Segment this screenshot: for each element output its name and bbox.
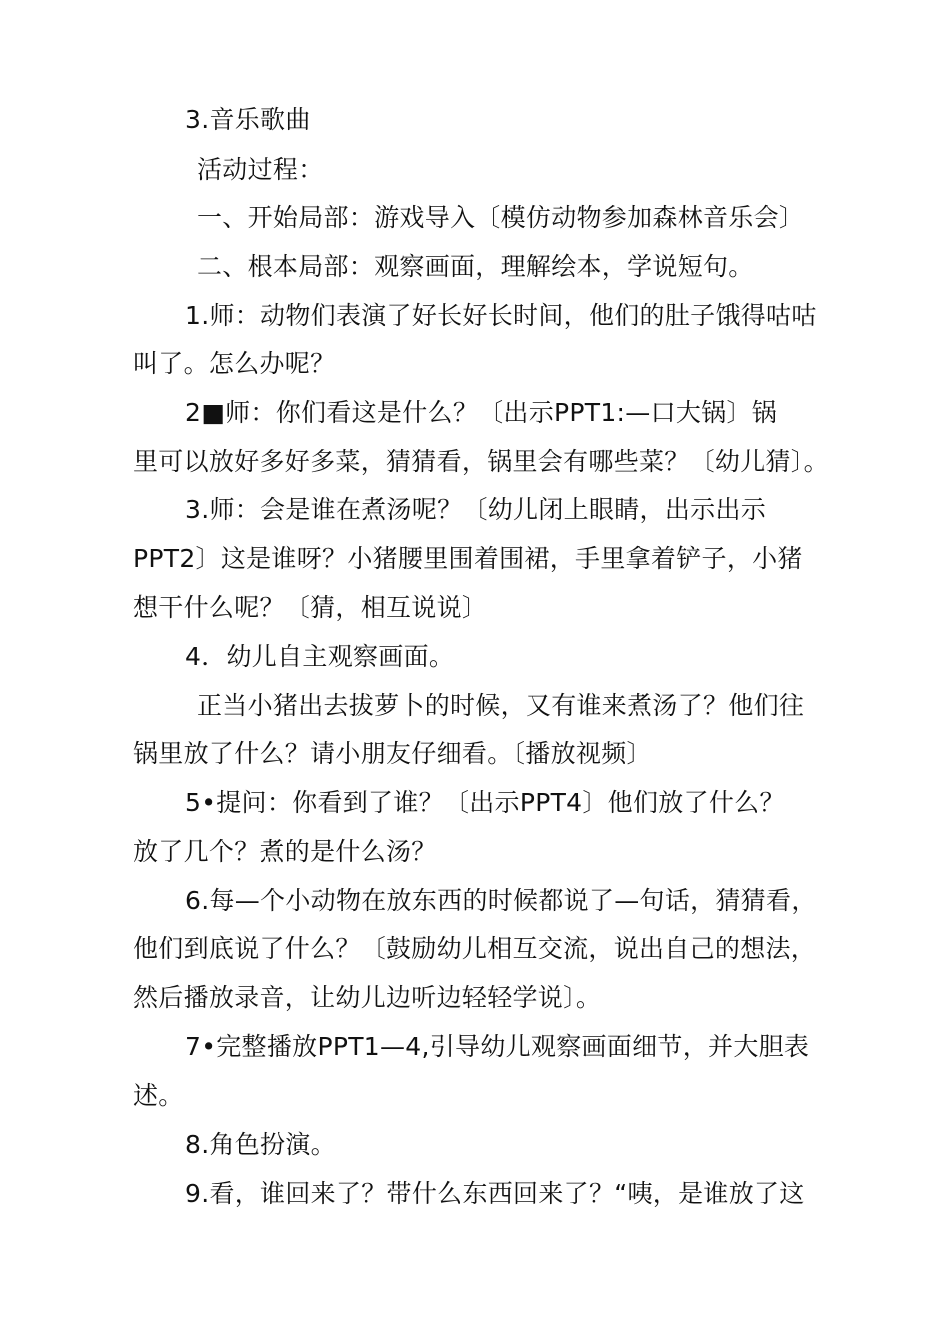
text-line: 1.师：动物们表演了好长好长时间，他们的肚子饿得咕咕	[185, 301, 817, 330]
text-line: 7•完整播放PPT1—4,引导幼儿观察画面细节，并大胆表	[185, 1032, 810, 1061]
text-line: 里可以放好多好多菜，猜猜看，锅里会有哪些菜？〔幼儿猜〕。	[133, 447, 829, 476]
text-line: 9.看，谁回来了？带什么东西回来了？“咦，是谁放了这	[185, 1179, 805, 1208]
text-line: 想干什么呢？〔猜，相互说说〕	[133, 593, 488, 622]
text-line: 5•提问：你看到了谁？〔出示PPT4〕他们放了什么？	[185, 788, 785, 817]
text-line: 一、开始局部：游戏导入〔模仿动物参加森林音乐会〕	[197, 203, 805, 232]
text-line: 6.每—个小动物在放东西的时候都说了—句话，猜猜看，	[185, 886, 817, 915]
text-line: 述。	[133, 1081, 184, 1110]
text-line: 正当小猪出去拔萝卜的时候，又有谁来煮汤了？他们往	[197, 691, 805, 720]
text-line: 放了几个？煮的是什么汤？	[133, 837, 437, 866]
text-line: 4．幼儿自主观察画面。	[185, 642, 455, 671]
text-line: PPT2〕这是谁呀？小猪腰里围着围裙，手里拿着铲子，小猪	[133, 544, 803, 573]
text-line: 他们到底说了什么？〔鼓励幼儿相互交流，说出自己的想法，	[133, 934, 817, 963]
text-line: 3.师：会是谁在煮汤呢？〔幼儿闭上眼睛，出示出示	[185, 495, 767, 524]
text-line: 3.音乐歌曲	[185, 105, 311, 134]
text-line: 8.角色扮演。	[185, 1130, 336, 1159]
text-line: 2■师：你们看这是什么？〔出示PPT1:—口大锅〕锅	[185, 398, 778, 427]
text-line: 锅里放了什么？请小朋友仔细看。〔播放视频〕	[133, 739, 652, 768]
text-line: 叫了。怎么办呢？	[133, 349, 336, 378]
text-line: 二、根本局部：观察画面，理解绘本，学说短句。	[197, 252, 754, 281]
text-line: 活动过程：	[197, 155, 324, 184]
text-line: 然后播放录音，让幼儿边听边轻轻学说〕。	[133, 983, 602, 1012]
